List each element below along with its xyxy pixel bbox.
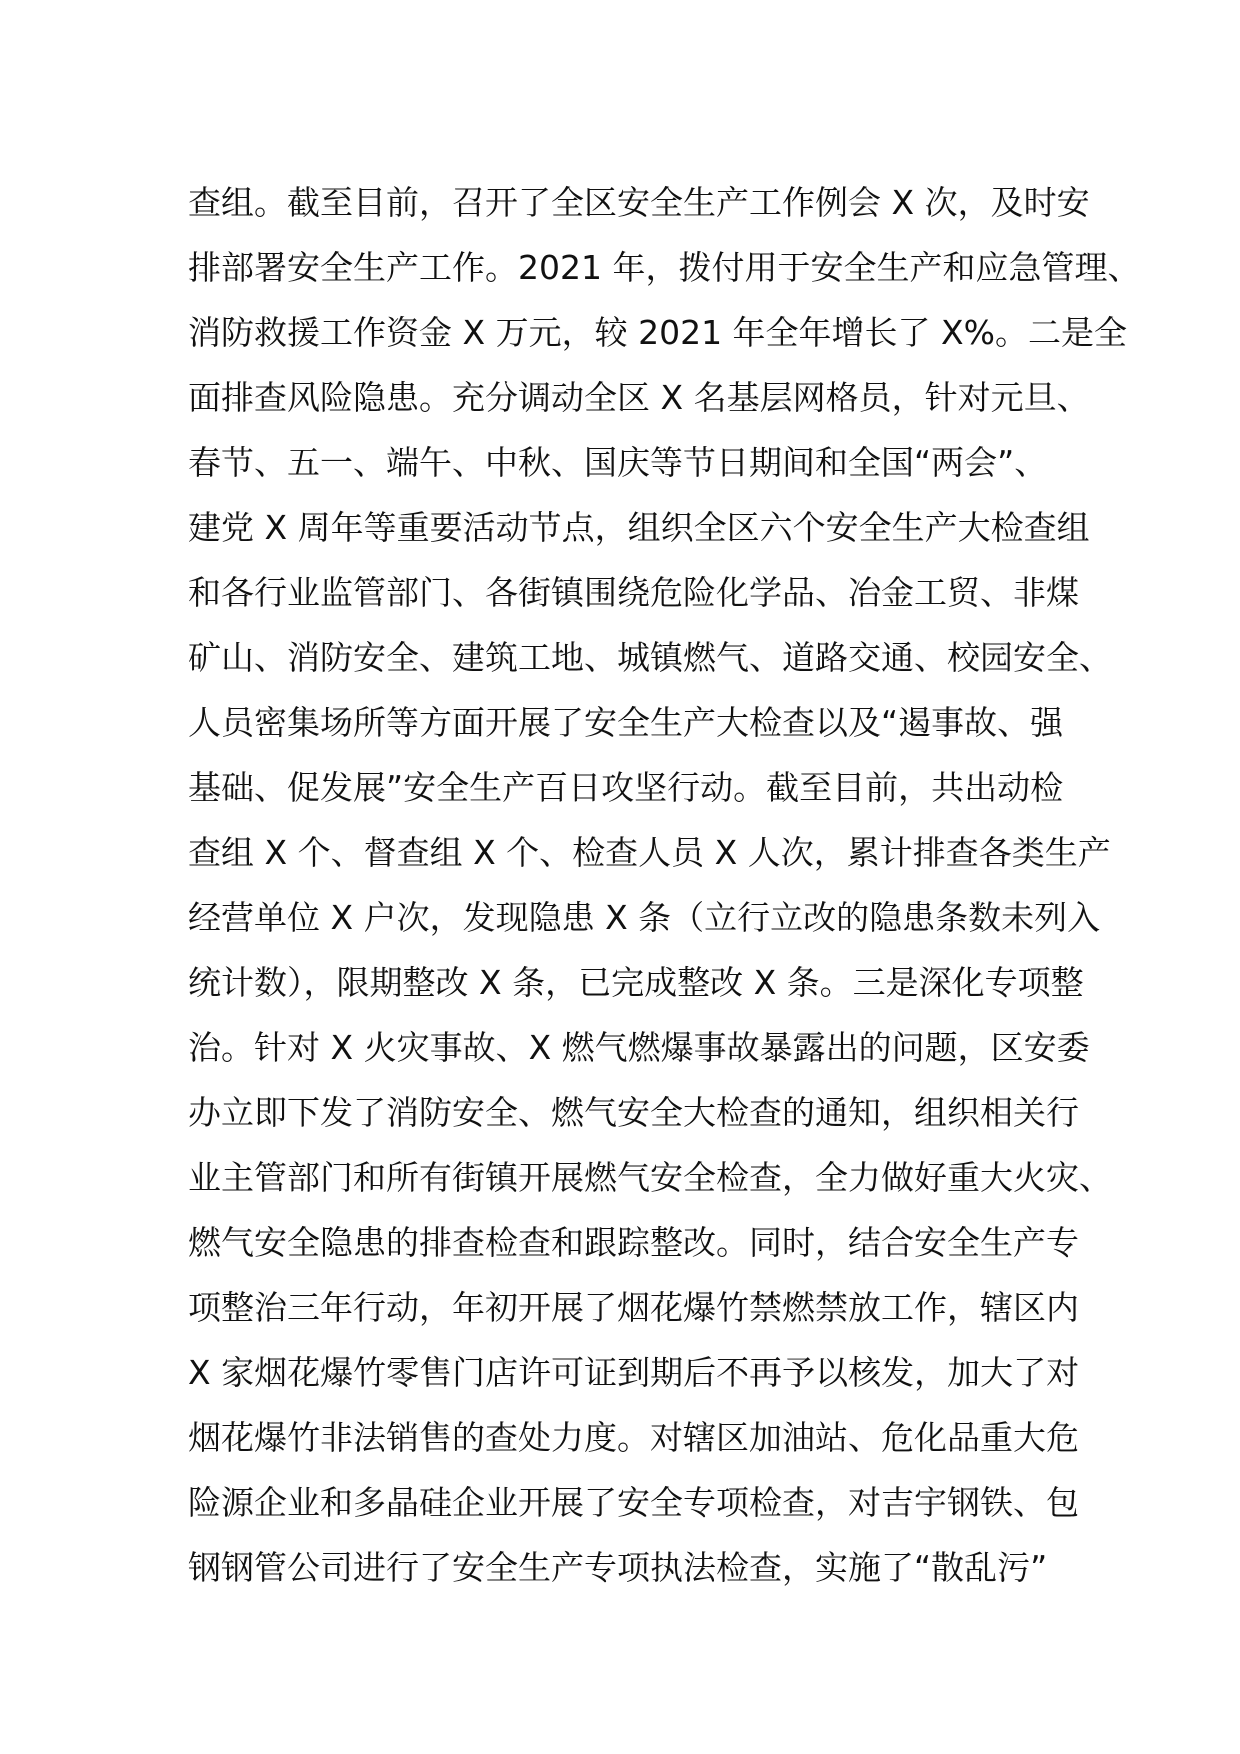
text-line-21: 险源企业和多晶硅企业开展了安全专项检查，对吉宇钢铁、包 <box>188 1483 1079 1522</box>
body-paragraph <box>188 170 1141 1600</box>
text-line-3: 消防救援工作资金 X 万元，较 2021 年全年增长了 X%。二是全 <box>188 313 1128 352</box>
text-line-11: 查组 X 个、督查组 X 个、检查人员 X 人次，累计排查各类生产 <box>188 833 1111 872</box>
text-line-1: 查组。截至目前，召开了全区安全生产工作例会 X 次，及时安 <box>188 183 1090 222</box>
text-line-12: 经营单位 X 户次，发现隐患 X 条（立行立改的隐患条数未列入 <box>188 898 1101 937</box>
text-line-2: 排部署安全生产工作。2021 年，拨付用于安全生产和应急管理、 <box>188 248 1141 287</box>
text-line-22: 钢钢管公司进行了安全生产专项执法检查，实施了“散乱污” <box>188 1548 1048 1587</box>
text-line-17: 燃气安全隐患的排查检查和跟踪整改。同时，结合安全生产专 <box>188 1223 1079 1262</box>
text-line-19: X 家烟花爆竹零售门店许可证到期后不再予以核发，加大了对 <box>188 1353 1080 1392</box>
text-line-10: 基础、促发展”安全生产百日攻坚行动。截至目前，共出动检 <box>188 768 1064 807</box>
text-line-5: 春节、五一、端午、中秋、国庆等节日期间和全国“两会”、 <box>188 443 1048 482</box>
text-line-20: 烟花爆竹非法销售的查处力度。对辖区加油站、危化品重大危 <box>188 1418 1079 1457</box>
text-line-13: 统计数），限期整改 X 条，已完成整改 X 条。三是深化专项整 <box>188 963 1084 1002</box>
text-line-18: 项整治三年行动，年初开展了烟花爆竹禁燃禁放工作，辖区内 <box>188 1288 1079 1327</box>
text-line-16: 业主管部门和所有街镇开展燃气安全检查，全力做好重大火灾、 <box>188 1158 1112 1197</box>
text-line-9: 人员密集场所等方面开展了安全生产大检查以及“遏事故、强 <box>188 703 1064 742</box>
text-line-15: 办立即下发了消防安全、燃气安全大检查的通知，组织相关行 <box>188 1093 1079 1132</box>
text-line-6: 建党 X 周年等重要活动节点，组织全区六个安全生产大检查组 <box>188 508 1090 547</box>
text-line-8: 矿山、消防安全、建筑工地、城镇燃气、道路交通、校园安全、 <box>188 638 1112 677</box>
text-line-4: 面排查风险隐患。充分调动全区 X 名基层网格员，针对元旦、 <box>188 378 1090 417</box>
text-line-7: 和各行业监管部门、各街镇围绕危险化学品、冶金工贸、非煤 <box>188 573 1079 612</box>
text-line-14: 治。针对 X 火灾事故、X 燃气燃爆事故暴露出的问题，区安委 <box>188 1028 1090 1067</box>
